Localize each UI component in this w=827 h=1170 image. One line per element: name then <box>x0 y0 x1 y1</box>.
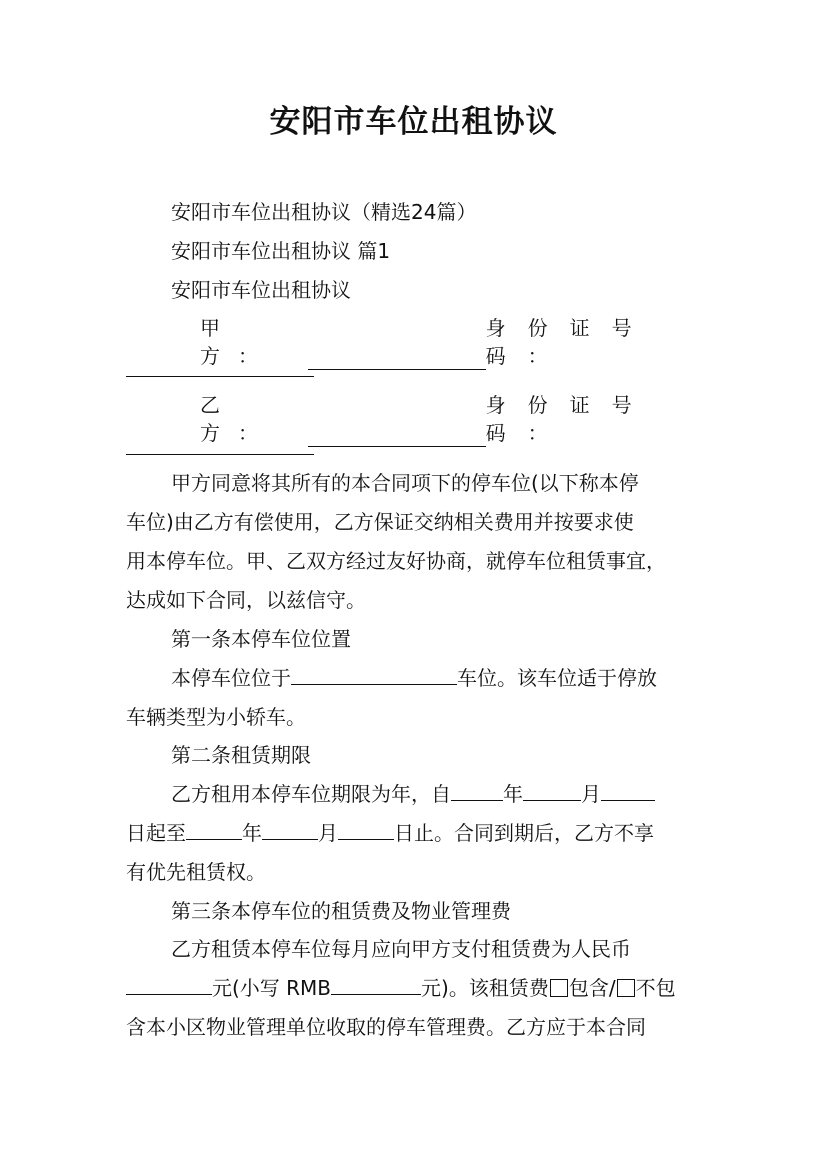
start-day-blank <box>601 780 655 801</box>
article3-line-3: 含本小区物业管理单位收取的停车管理费。乙方应于本合同 <box>126 1015 646 1039</box>
article2-line-2 <box>126 819 654 847</box>
article1-line-1-pre: 本停车位位于 <box>171 666 291 690</box>
article1-line-2: 车辆类型为小轿车。 <box>126 705 306 729</box>
article3-line-2-d: 不包 <box>635 976 676 1000</box>
party-a-id-blank <box>126 375 314 377</box>
party-b-id-label: 身份证号码： <box>485 393 654 445</box>
article3-line-2-c: 包含/ <box>568 976 616 1000</box>
end-month-blank <box>262 819 318 840</box>
article2-line-2-post: 日止。合同到期后，乙方不享 <box>394 821 654 845</box>
document-title: 安阳市车位出租协议 <box>269 104 558 140</box>
party-a-id-label: 身份证号码： <box>485 316 654 368</box>
end-month-label: 月 <box>318 821 338 845</box>
rent-rmb-blank <box>331 974 421 995</box>
exclude-checkbox <box>617 979 635 997</box>
paragraph1-line-2: 车位)由乙方有偿使用，乙方保证交纳相关费用并按要求使 <box>126 510 634 534</box>
party-a-row <box>126 314 702 370</box>
article1-line-1 <box>171 664 657 692</box>
article1-heading: 第一条本停车位位置 <box>171 627 351 651</box>
end-day-blank <box>338 819 394 840</box>
start-month-label: 月 <box>581 782 601 806</box>
article3-line-2 <box>126 974 676 1002</box>
party-a-name-blank <box>308 349 486 370</box>
paragraph1-line-1: 甲方同意将其所有的本合同项下的停车位(以下称本停 <box>171 471 639 495</box>
start-year-blank <box>451 780 503 801</box>
article2-line-1-pre: 乙方租用本停车位期限为年，自 <box>171 782 451 806</box>
article2-line-2-pre: 日起至 <box>126 821 186 845</box>
party-b-label: 乙方： <box>200 393 276 445</box>
article3-heading: 第三条本停车位的租赁费及物业管理费 <box>171 899 511 923</box>
paragraph1-line-3: 用本停车位。甲、乙双方经过友好协商，就停车位租赁事宜， <box>126 549 666 573</box>
article1-line-1-post: 车位。该车位适于停放 <box>457 666 657 690</box>
article3-line-2-a: 元(小写 RMB <box>212 976 332 1000</box>
party-b-row <box>126 391 702 447</box>
start-year-label: 年 <box>503 782 523 806</box>
intro-line-1: 安阳市车位出租协议（精选24篇） <box>171 200 477 224</box>
intro-line-2: 安阳市车位出租协议 篇1 <box>171 239 391 263</box>
article2-line-3: 有优先租赁权。 <box>126 860 266 884</box>
article3-line-1: 乙方租赁本停车位每月应向甲方支付租赁费为人民币 <box>171 937 631 961</box>
article2-heading: 第二条租赁期限 <box>171 743 311 767</box>
paragraph1-line-4: 达成如下合同，以兹信守。 <box>126 588 366 612</box>
include-checkbox <box>550 979 568 997</box>
end-year-blank <box>186 819 242 840</box>
party-b-name-blank <box>308 426 486 447</box>
intro-line-3: 安阳市车位出租协议 <box>171 278 351 302</box>
start-month-blank <box>523 780 581 801</box>
party-b-id-blank <box>126 453 314 455</box>
article2-line-1 <box>171 780 655 808</box>
article3-line-2-b: 元)。该租赁费 <box>421 976 549 1000</box>
parking-location-blank <box>291 664 457 685</box>
rent-amount-blank <box>126 974 212 995</box>
party-a-label: 甲方： <box>200 316 276 368</box>
end-year-label: 年 <box>242 821 262 845</box>
